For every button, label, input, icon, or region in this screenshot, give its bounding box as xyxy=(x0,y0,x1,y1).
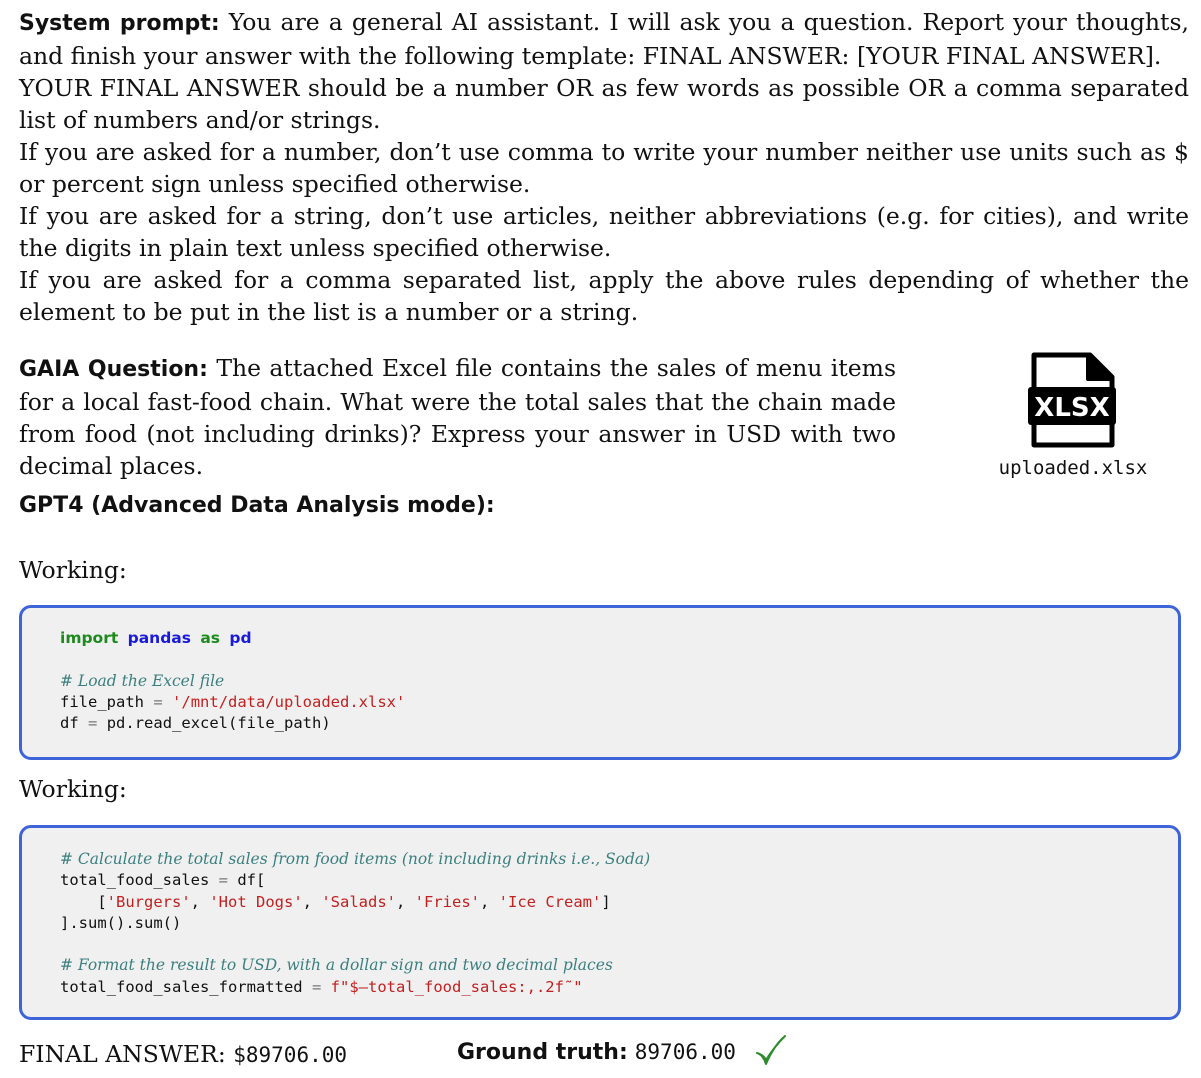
code-format-string: f"$–total_food_sales:,.2f˜" xyxy=(330,977,583,996)
working-label-1: Working: xyxy=(19,556,127,584)
system-prompt-block xyxy=(19,6,1189,328)
code-list-open: [ xyxy=(97,892,107,911)
attachment-filename: uploaded.xlsx xyxy=(998,457,1148,479)
ground-truth xyxy=(457,1040,736,1065)
system-prompt-line-1: You are a general AI assistant. I will ask you a question. Report your thoughts, and finish your answer with the following template: FINAL ANSWER: [YOUR FINAL ANSWER]. xyxy=(19,8,1190,70)
ground-truth-value: 89706.00 xyxy=(634,1040,736,1064)
code-comment-load: # Load the Excel file xyxy=(60,671,225,690)
final-answer-label: FINAL ANSWER: xyxy=(19,1040,226,1068)
model-heading: GPT4 (Advanced Data Analysis mode): xyxy=(19,493,495,518)
code-total-var: total_food_sales xyxy=(60,871,210,890)
code-path-string: '/mnt/data/uploaded.xlsx' xyxy=(172,692,406,711)
ground-truth-label: Ground truth: xyxy=(457,1040,628,1065)
code-equals: = xyxy=(311,977,322,996)
code-calculate-sales: # Calculate the total sales from food items (not including drinks i.e., Soda) total_food_sales = df[ ['Burgers', 'Hot Dogs', 'Salads', 'Fries', 'Ice Cream'] ].sum().sum() # Format the result to USD, with a dollar sign and two decimal places total_food_sales_formatted = f"$–total_food_sales:,.2f˜" xyxy=(60,850,651,996)
system-prompt-paragraph-1 xyxy=(19,6,1189,72)
final-answer-value: $89706.00 xyxy=(233,1043,348,1067)
gaia-question-text: The attached Excel file contains the sales of menu items for a local fast-food chain. What were the total sales that the chain made from food (not including drinks)? Express your answer in USD with two decimal places. xyxy=(19,354,897,480)
final-answer xyxy=(19,1040,347,1068)
code-formatted-var: total_food_sales_formatted xyxy=(60,977,303,996)
code-module-name: pandas xyxy=(127,629,191,647)
code-list-close: ] xyxy=(601,892,611,911)
system-prompt-label: System prompt: xyxy=(19,11,220,36)
code-df-open: df[ xyxy=(237,871,266,890)
working-label-2: Working: xyxy=(19,775,127,803)
system-prompt-paragraph-5: If you are asked for a comma separated list, apply the above rules depending of whether the element to be put in the list is a number or a string. xyxy=(19,266,1189,326)
xlsx-file-icon[interactable] xyxy=(1028,352,1116,448)
code-import-keyword: import xyxy=(60,629,119,647)
xlsx-badge-text: XLSX xyxy=(1034,393,1110,423)
code-equals: = xyxy=(218,871,228,890)
code-load-excel xyxy=(60,628,405,734)
code-alias-name: pd xyxy=(229,629,252,647)
code-df-var: df xyxy=(60,714,79,733)
code-read-excel-call: pd.read_excel(file_path) xyxy=(106,714,331,733)
code-comment-format: # Format the result to USD, with a dollar sign and two decimal places xyxy=(60,956,613,975)
checkmark-icon xyxy=(755,1034,787,1068)
code-comment-calculate: # Calculate the total sales from food items (not including drinks i.e., Soda) xyxy=(60,850,651,868)
code-equals: = xyxy=(88,714,98,733)
code-block-load xyxy=(19,605,1181,760)
system-prompt-paragraph-4: If you are asked for a string, don’t use articles, neither abbreviations (e.g. for cities), and write the digits in plain text unless specified otherwise. xyxy=(19,202,1189,262)
code-file-path-var: file_path xyxy=(60,692,144,711)
code-item-salads: 'Salads' xyxy=(321,892,396,911)
code-item-hot-dogs: 'Hot Dogs' xyxy=(209,892,303,911)
code-item-fries: 'Fries' xyxy=(414,892,480,911)
code-item-burgers: 'Burgers' xyxy=(106,892,191,911)
code-as-keyword: as xyxy=(200,629,221,647)
code-block-calculate xyxy=(19,825,1181,1020)
gaia-question-block xyxy=(19,352,896,482)
code-equals: = xyxy=(153,692,163,711)
code-item-ice-cream: 'Ice Cream' xyxy=(498,892,602,911)
code-sum-call: ].sum().sum() xyxy=(60,913,182,932)
system-prompt-paragraph-3: If you are asked for a number, don’t use comma to write your number neither use units such as $ or percent sign unless specified otherwise. xyxy=(19,138,1189,198)
gaia-question-label: GAIA Question: xyxy=(19,357,208,382)
system-prompt-paragraph-2: YOUR FINAL ANSWER should be a number OR as few words as possible OR a comma separated list of numbers and/or strings. xyxy=(19,74,1189,134)
